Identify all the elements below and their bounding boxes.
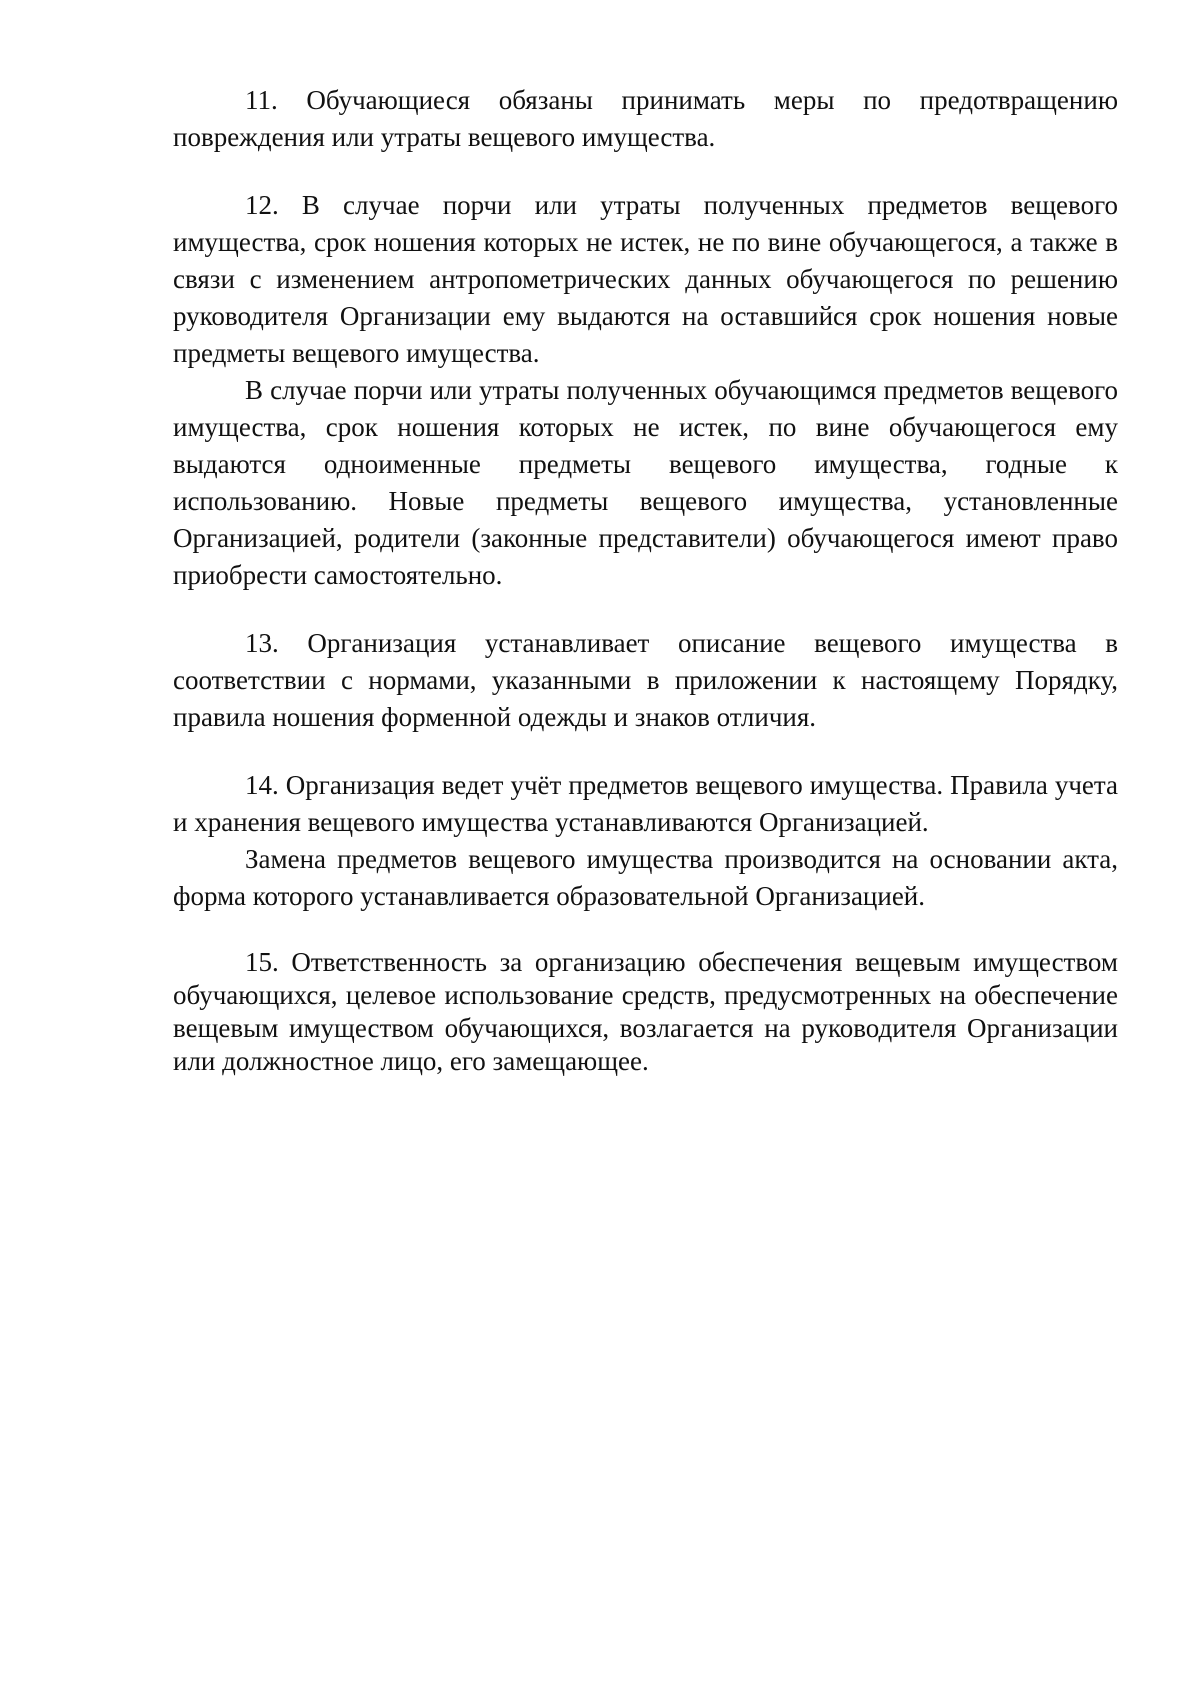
section-15 bbox=[173, 946, 1118, 1078]
paragraph: 12. В случае порчи или утраты полученных предметов вещевого имущества, срок ношения которых не истек, не по вине обучающегося, а также в связи с изменением антропометрических данных обучающегося по решению руководителя Организации ему выдаются на оставшийся срок ношения новые предметы вещевого имущества. bbox=[173, 190, 1118, 368]
section-11 bbox=[173, 82, 1118, 156]
paragraph: 14. Организация ведет учёт предметов вещевого имущества. Правила учета и хранения вещевого имущества устанавливаются Организацией. bbox=[173, 770, 1118, 837]
section-14 bbox=[173, 767, 1118, 915]
paragraph: 15. Ответственность за организацию обеспечения вещевым имуществом обучающихся, целевое использование средств, предусмотренных на обеспечение вещевым имуществом обучающихся, возлагается на руководителя Организации или должностное лицо, его замещающее. bbox=[173, 947, 1118, 1076]
paragraph: В случае порчи или утраты полученных обучающимся предметов вещевого имущества, срок ношения которых не истек, по вине обучающегося ему выдаются одноименные предметы вещевого имущества, годные к использованию. Новые предметы вещевого имущества, установленные Организацией, родители (законные представители) обучающегося имеют право приобрести самостоятельно. bbox=[173, 375, 1118, 590]
document-page bbox=[173, 82, 1118, 1109]
paragraph: 13. Организация устанавливает описание вещевого имущества в соответствии с нормами, указанными в приложении к настоящему Порядку, правила ношения форменной одежды и знаков отличия. bbox=[173, 628, 1118, 732]
section-13 bbox=[173, 625, 1118, 736]
section-12 bbox=[173, 187, 1118, 594]
paragraph: Замена предметов вещевого имущества производится на основании акта, форма которого устанавливается образовательной Организацией. bbox=[173, 844, 1118, 911]
paragraph: 11. Обучающиеся обязаны принимать меры по предотвращению повреждения или утраты вещевого имущества. bbox=[173, 85, 1118, 152]
